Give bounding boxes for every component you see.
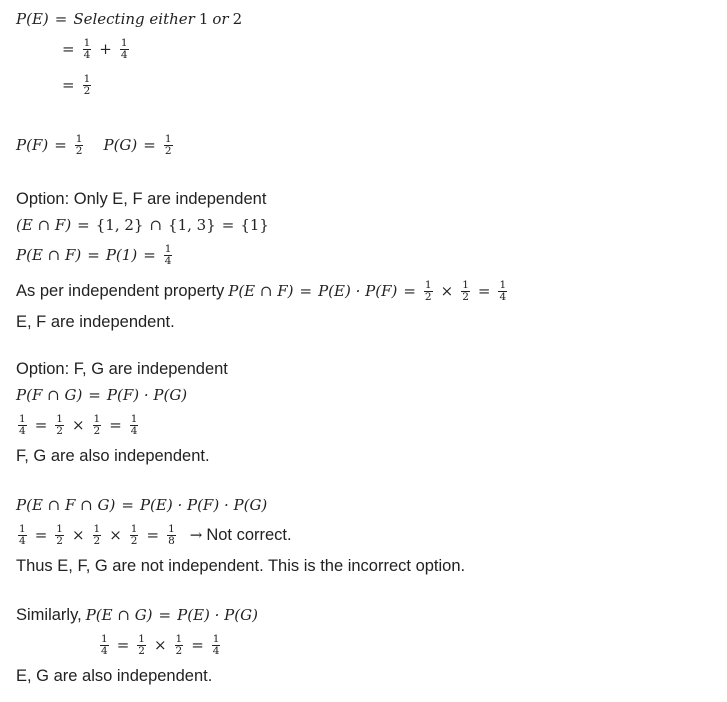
fraction: $\frac{1}{2}$: [56, 522, 63, 547]
option-eg-formula: Similarly, P(E ∩ G) = P(E) · P(G): [16, 605, 258, 624]
option-eg-conclusion: E, G are also independent.: [16, 666, 213, 685]
fraction: $\frac{1}{4}$: [19, 412, 26, 437]
option-efg-conclusion: Thus E, F, G are not independent. This is the incorrect option.: [16, 556, 466, 575]
option-fg-check: $\frac{1}{4}$ = $\frac{1}{2}$ × $\frac{1}{2}$ = $\frac{1}{4}$: [19, 412, 138, 437]
arrow-icon: →: [189, 526, 203, 544]
fraction: $\frac{1}{4}$: [120, 36, 128, 61]
fraction: $\frac{1}{2}$: [138, 632, 145, 657]
pg-label: P(G): [103, 136, 138, 154]
fraction: $\frac{1}{4}$: [164, 242, 172, 267]
fraction: $\frac{1}{2}$: [175, 632, 183, 657]
option-ef-heading: Option: Only E, F are independent: [16, 189, 267, 208]
fraction: $\frac{1}{2}$: [93, 522, 101, 547]
fraction: $\frac{1}{4}$: [101, 632, 108, 657]
pf-label: P(F): [16, 136, 49, 154]
equals-sign: =: [143, 136, 156, 154]
option-eg-check: $\frac{1}{4}$ = $\frac{1}{2}$ × $\frac{1}{2}$ = $\frac{1}{4}$: [101, 632, 220, 657]
fraction: $\frac{1}{4}$: [212, 632, 220, 657]
fraction: $\frac{1}{4}$: [83, 36, 91, 61]
pe-lhs: P(E): [16, 10, 49, 28]
pe-step1: [56, 34, 131, 64]
option-fg-conclusion: F, G are also independent.: [16, 446, 210, 465]
option-efg-formula: P(E ∩ F ∩ G) = P(E) · P(F) · P(G): [16, 496, 268, 514]
option-efg-check: $\frac{1}{4}$ = $\frac{1}{2}$ × $\frac{1}{2}$ × $\frac{1}{2}$ = $\frac{1}{8}$ → Not correct.: [19, 522, 292, 547]
option-fg-formula: P(F ∩ G) = P(F) · P(G): [16, 386, 188, 404]
option-fg-heading: Option: F, G are independent: [16, 359, 228, 378]
pe-definition: [16, 4, 242, 34]
pe-step2: [56, 70, 93, 100]
option-ef-conclusion: E, F are independent.: [16, 312, 175, 331]
fraction: $\frac{1}{4}$: [499, 278, 507, 303]
equals-sign: =: [62, 76, 75, 94]
pf-pg-values: [16, 130, 175, 160]
option-ef-sets: (E ∩ F) = {1, 2} ∩ {1, 3} = {1}: [16, 216, 269, 234]
fraction: $\frac{1}{2}$: [93, 412, 101, 437]
fraction: $\frac{1}{2}$: [462, 278, 469, 303]
pe-or: or: [212, 10, 229, 28]
fraction: $\frac{1}{4}$: [19, 522, 26, 547]
not-correct-note: Not correct.: [206, 525, 292, 544]
option-ef-probability: P(E ∩ F) = P(1) = $\frac{1}{4}$: [16, 242, 172, 267]
equals-sign: =: [54, 136, 67, 154]
fraction: $\frac{1}{2}$: [424, 278, 432, 303]
equals-sign: =: [54, 10, 68, 28]
pe-n1: 1: [198, 10, 209, 28]
option-ef-property: As per independent property P(E ∩ F) = P(E) · P(F) = $\frac{1}{2}$ × $\frac{1}{2}$ = $\frac{1}{4}$: [16, 278, 507, 303]
pe-rhs-text: Selecting either: [73, 10, 195, 28]
fraction: $\frac{1}{2}$: [164, 132, 172, 157]
fraction: $\frac{1}{8}$: [168, 522, 175, 547]
pe-n2: 2: [232, 10, 243, 28]
fraction: $\frac{1}{2}$: [130, 522, 138, 547]
fraction: $\frac{1}{2}$: [75, 132, 83, 157]
fraction: $\frac{1}{2}$: [56, 412, 63, 437]
fraction: $\frac{1}{2}$: [83, 72, 91, 97]
equals-sign: =: [62, 40, 75, 58]
fraction: $\frac{1}{4}$: [130, 412, 138, 437]
plus-sign: +: [99, 40, 112, 58]
